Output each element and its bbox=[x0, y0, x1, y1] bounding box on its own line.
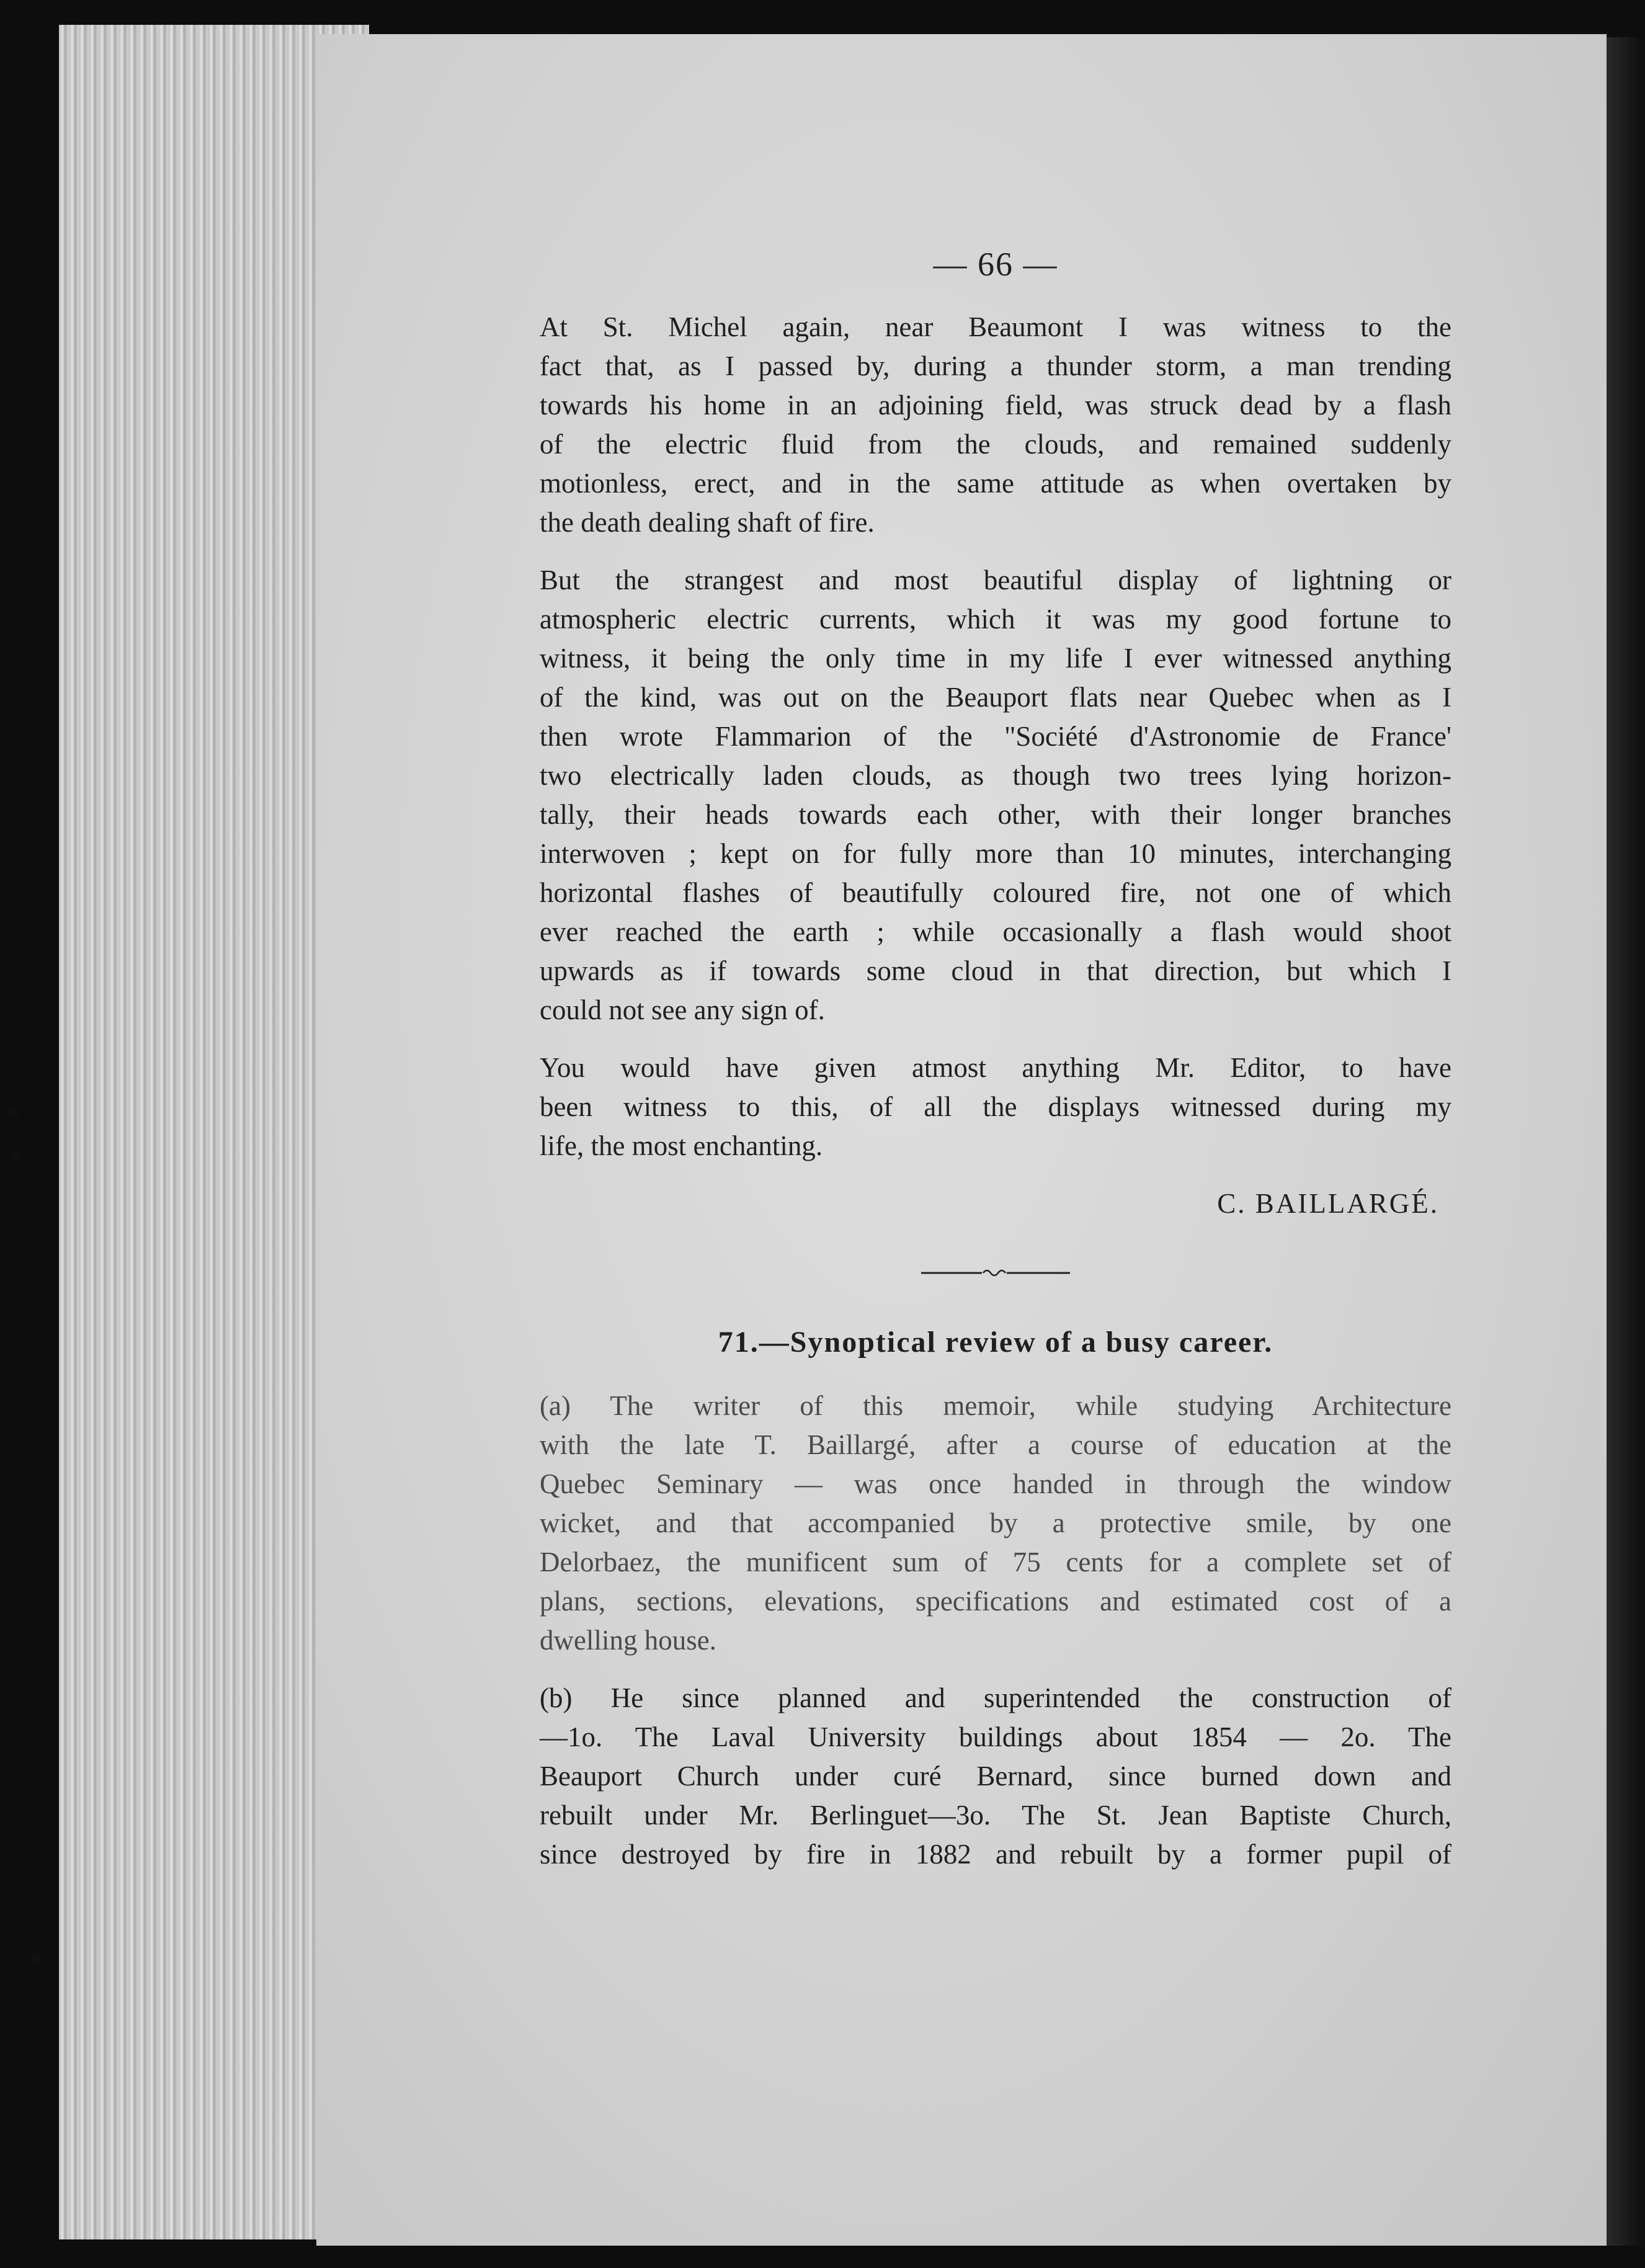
ornamental-divider bbox=[921, 1267, 1070, 1279]
text-line: upwards as if towards some cloud in that direction, but which I bbox=[540, 955, 1451, 986]
page-number: — 66 — bbox=[933, 246, 1058, 283]
text-line: (a) The writer of this memoir, while studying Architecture bbox=[540, 1390, 1451, 1421]
text-line: motionless, erect, and in the same attitude as when overtaken by bbox=[540, 468, 1451, 499]
scan-speck bbox=[7, 1110, 19, 1117]
text-line: atmospheric electric currents, which it was my good fortune to bbox=[540, 604, 1451, 635]
text-line: Delorbaez, the munificent sum of 75 cents for a complete set of bbox=[540, 1547, 1451, 1578]
text-line: rebuilt under Mr. Berlinguet—3o. The St. Jean Baptiste Church, bbox=[540, 1800, 1451, 1831]
text-line: Quebec Seminary — was once handed in through the window bbox=[540, 1468, 1451, 1499]
text-line: towards his home in an adjoining field, was struck dead by a flash bbox=[540, 390, 1451, 421]
text-line: But the strangest and most beautiful display of lightning or bbox=[540, 565, 1451, 596]
text-line: (b) He since planned and superintended the construction of bbox=[540, 1682, 1451, 1713]
text-line: been witness to this, of all the displays witnessed during my bbox=[540, 1091, 1451, 1122]
text-line: then wrote Flammarion of the "Société d'Astronomie de France' bbox=[540, 721, 1451, 752]
scan-speck bbox=[31, 1954, 40, 1963]
text-line: —1o. The Laval University buildings about 1854 — 2o. The bbox=[540, 1721, 1451, 1752]
page-gutter-shadow bbox=[1607, 37, 1644, 2246]
text-line: since destroyed by fire in 1882 and rebuilt by a former pupil of bbox=[540, 1839, 1451, 1870]
text-line: interwoven ; kept on for fully more than 10 minutes, interchanging bbox=[540, 838, 1451, 869]
text-line: of the electric fluid from the clouds, and remained suddenly bbox=[540, 429, 1451, 460]
scan-speck bbox=[12, 1154, 19, 1160]
text-line: could not see any sign of. bbox=[540, 994, 825, 1025]
text-line: the death dealing shaft of fire. bbox=[540, 507, 875, 538]
text-line: witness, it being the only time in my life I ever witnessed anything bbox=[540, 643, 1451, 674]
signature: C. BAILLARGÉ. bbox=[1217, 1188, 1439, 1219]
text-line: plans, sections, elevations, specifications and estimated cost of a bbox=[540, 1586, 1451, 1617]
text-line: At St. Michel again, near Beaumont I was witness to the bbox=[540, 311, 1451, 342]
paragraph-editor bbox=[540, 1048, 1451, 1166]
text-line: with the late T. Baillargé, after a course of education at the bbox=[540, 1429, 1451, 1460]
page-text bbox=[540, 245, 1451, 1893]
text-line: dwelling house. bbox=[540, 1625, 716, 1656]
section-heading: 71.—Synoptical review of a busy career. bbox=[718, 1326, 1273, 1359]
text-line: two electrically laden clouds, as though two trees lying horizon- bbox=[540, 760, 1451, 791]
text-line: tally, their heads towards each other, with their longer branches bbox=[540, 799, 1451, 830]
text-line: of the kind, was out on the Beauport flats near Quebec when as I bbox=[540, 682, 1451, 713]
text-line: You would have given atmost anything Mr. Editor, to have bbox=[540, 1052, 1451, 1083]
text-line: horizontal flashes of beautifully coloured fire, not one of which bbox=[540, 877, 1451, 908]
text-line: ever reached the earth ; while occasionally a flash would shoot bbox=[540, 916, 1451, 947]
paragraph-lightning bbox=[540, 561, 1451, 1030]
paragraph-b-buildings bbox=[540, 1679, 1451, 1874]
paragraph-a-memoir bbox=[540, 1386, 1451, 1660]
text-line: life, the most enchanting. bbox=[540, 1130, 823, 1161]
text-line: Beauport Church under curé Bernard, since burned down and bbox=[540, 1761, 1451, 1792]
text-line: wicket, and that accompanied by a protective smile, by one bbox=[540, 1507, 1451, 1538]
paragraph-st-michel bbox=[540, 308, 1451, 542]
text-line: fact that, as I passed by, during a thunder storm, a man trending bbox=[540, 350, 1451, 382]
